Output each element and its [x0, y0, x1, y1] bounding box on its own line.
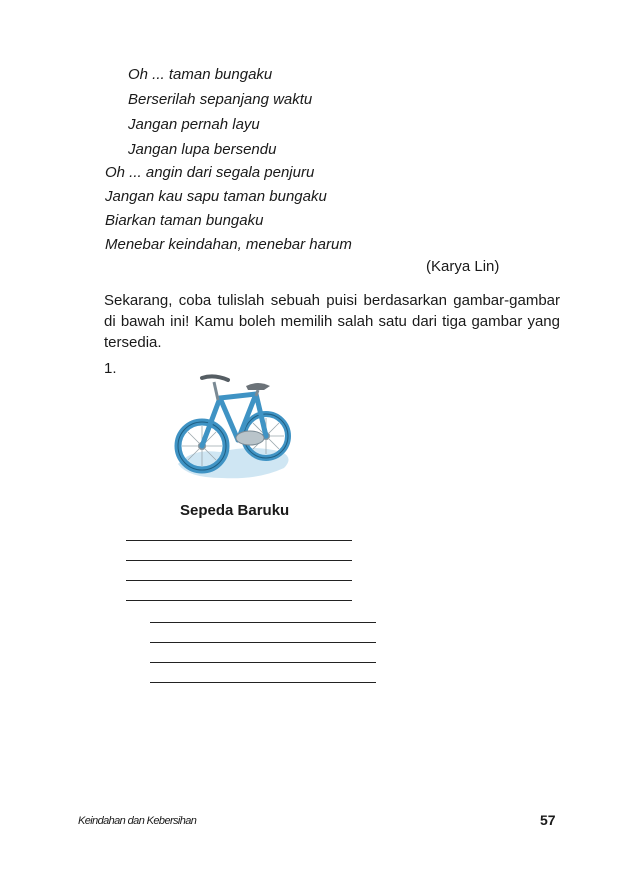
writing-line[interactable]: [150, 662, 376, 663]
poem-line: Biarkan taman bungaku: [105, 212, 264, 229]
poem-line: Jangan kau sapu taman bungaku: [105, 188, 327, 205]
writing-line[interactable]: [126, 600, 352, 601]
instruction-text: Sekarang, coba tulislah sebuah puisi berdasarkan gambar-gambar di bawah ini! Kamu boleh memilih salah satu dari tiga gambar yang tersedia.: [104, 292, 560, 351]
page-number: 57: [540, 812, 556, 828]
poem-line: Jangan lupa bersendu: [128, 141, 277, 158]
poem-line: Jangan pernah layu: [128, 116, 260, 133]
writing-line[interactable]: [126, 560, 352, 561]
writing-line[interactable]: [150, 682, 376, 683]
writing-line[interactable]: [150, 622, 376, 623]
writing-line[interactable]: [126, 580, 352, 581]
writing-line[interactable]: [150, 642, 376, 643]
poem-credit: (Karya Lin): [426, 258, 500, 275]
bicycle-icon: [172, 360, 296, 488]
writing-line[interactable]: [126, 540, 352, 541]
poem-line: Oh ... angin dari segala penjuru: [105, 164, 315, 181]
picture-caption: Sepeda Baruku: [180, 502, 290, 519]
exercise-number: 1.: [104, 360, 117, 377]
poem-line: Berserilah sepanjang waktu: [128, 91, 313, 108]
poem-line: Menebar keindahan, menebar harum: [105, 236, 352, 253]
book-title: Keindahan dan Kebersihan: [78, 815, 197, 827]
poem-line: Oh ... taman bungaku: [128, 66, 273, 83]
